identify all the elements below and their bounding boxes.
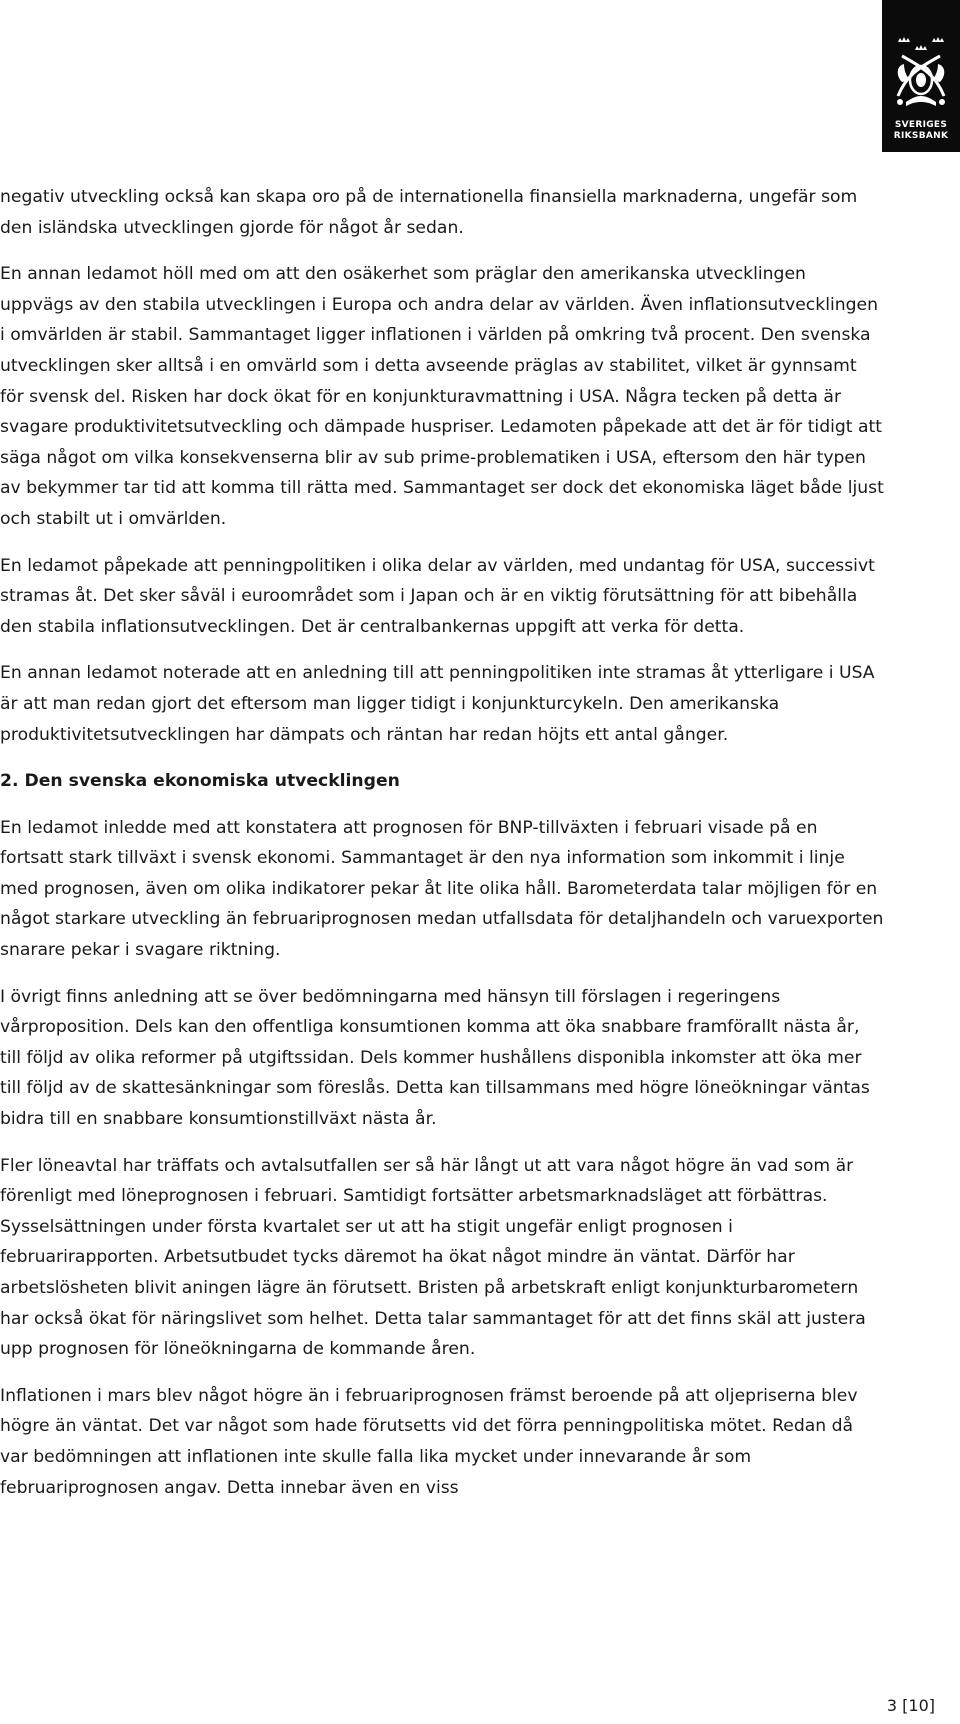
page-number: 3 [10] (886, 1696, 935, 1715)
logo-wordmark (894, 120, 948, 142)
paragraph-4: En annan ledamot noterade att en anledning till att penningpolitiken inte stramas åt ytterligare i USA är att man redan gjort det eftersom man ligger tidigt i konjunkturcykeln. Den amerikanska produktivitetsutvecklingen har dämpats och räntan har redan höjts ett antal gånger. (0, 663, 875, 745)
riksbank-crown-crest-icon (892, 36, 950, 114)
paragraph-5: En ledamot inledde med att konstatera att prognosen för BNP-tillväxten i februari visade på en fortsatt stark tillväxt i svensk ekonomi. Sammantaget är den nya information som inkommit i linje med prognosen, även om olika indikatorer pekar åt lite olika håll. Barometerdata talar möjligen för en något starkare utveckling än februariprognosen medan utfallsdata för detaljhandeln och varuexporten snarare pekar i svagare riktning. (0, 817, 884, 961)
logo-line-2: RIKSBANK (893, 131, 949, 141)
paragraph-1: negativ utveckling också kan skapa oro på de internationella finansiella marknaderna, ungefär som den isländska utvecklingen gjorde för något år sedan. (0, 187, 858, 238)
logo-line-1: SVERIGES (894, 120, 948, 130)
paragraph-3: En ledamot påpekade att penningpolitiken i olika delar av världen, med undantag för USA, successivt stramas åt. Det sker såväl i euroområdet som i Japan och är en viktig förutsättning för att bibehålla den stabila inflationsutvecklingen. Det är centralbankernas uppgift att verka för detta. (0, 555, 875, 637)
section-heading: 2. Den svenska ekonomiska utvecklingen (0, 771, 400, 792)
riksbank-logo (882, 0, 960, 152)
paragraph-6: I övrigt finns anledning att se över bedömningarna med hänsyn till förslagen i regeringens vårproposition. Dels kan den offentliga konsumtionen komma att öka snabbare framförallt nästa år, till följd av olika reformer på utgiftssidan. Dels kommer hushållens disponibla inkomster att öka mer till följd av de skattesänkningar som föreslås. Detta kan tillsammans med högre löneökningar väntas bidra till en snabbare konsumtionstillväxt nästa år. (0, 986, 870, 1130)
paragraph-2: En annan ledamot höll med om att den osäkerhet som präglar den amerikanska utvecklingen uppvägs av den stabila utvecklingen i Europa och andra delar av världen. Även inflationsutvecklingen i omvärlden är stabil. Sammantaget ligger inflationen i världen på omkring två procent. Den svenska utvecklingen sker alltså i en omvärld som i detta avseende präglas av stabilitet, vilket är gynnsamt för svensk del. Risken har dock ökat för en konjunkturavmattning i USA. Några tecken på detta är svagare produktivitetsutveckling och dämpade huspriser. Ledamoten påpekade att det är för tidigt att säga något om vilka konsekvenserna blir av sub prime-problematiken i USA, eftersom den här typen av bekymmer tar tid att komma till rätta med. Sammantaget ser dock det ekonomiska läget både ljust och stabilt ut i omvärlden. (0, 264, 884, 529)
document-body (0, 182, 884, 1519)
paragraph-7: Fler löneavtal har träffats och avtalsutfallen ser så här långt ut att vara något högre än vad som är förenligt med löneprognosen i februari. Samtidigt fortsätter arbetsmarknadsläget att förbättras. Sysselsättningen under första kvartalet ser ut att ha stigit ungefär enligt prognosen i februarirapporten. Arbetsutbudet tycks däremot ha ökat något mindre än väntat. Därför har arbetslösheten blivit aningen lägre än förutsett. Bristen på arbetskraft enligt konjunkturbarometern har också ökat för näringslivet som helhet. Detta talar sammantaget för att det finns skäl att justera upp prognosen för löneökningarna de kommande åren. (0, 1155, 866, 1360)
paragraph-8: Inflationen i mars blev något högre än i februariprognosen främst beroende på att oljepriserna blev högre än väntat. Det var något som hade förutsetts vid det förra penningpolitiska mötet. Redan då var bedömningen att inflationen inte skulle falla lika mycket under innevarande år som februariprognosen angav. Detta innebar även en viss (0, 1385, 858, 1498)
